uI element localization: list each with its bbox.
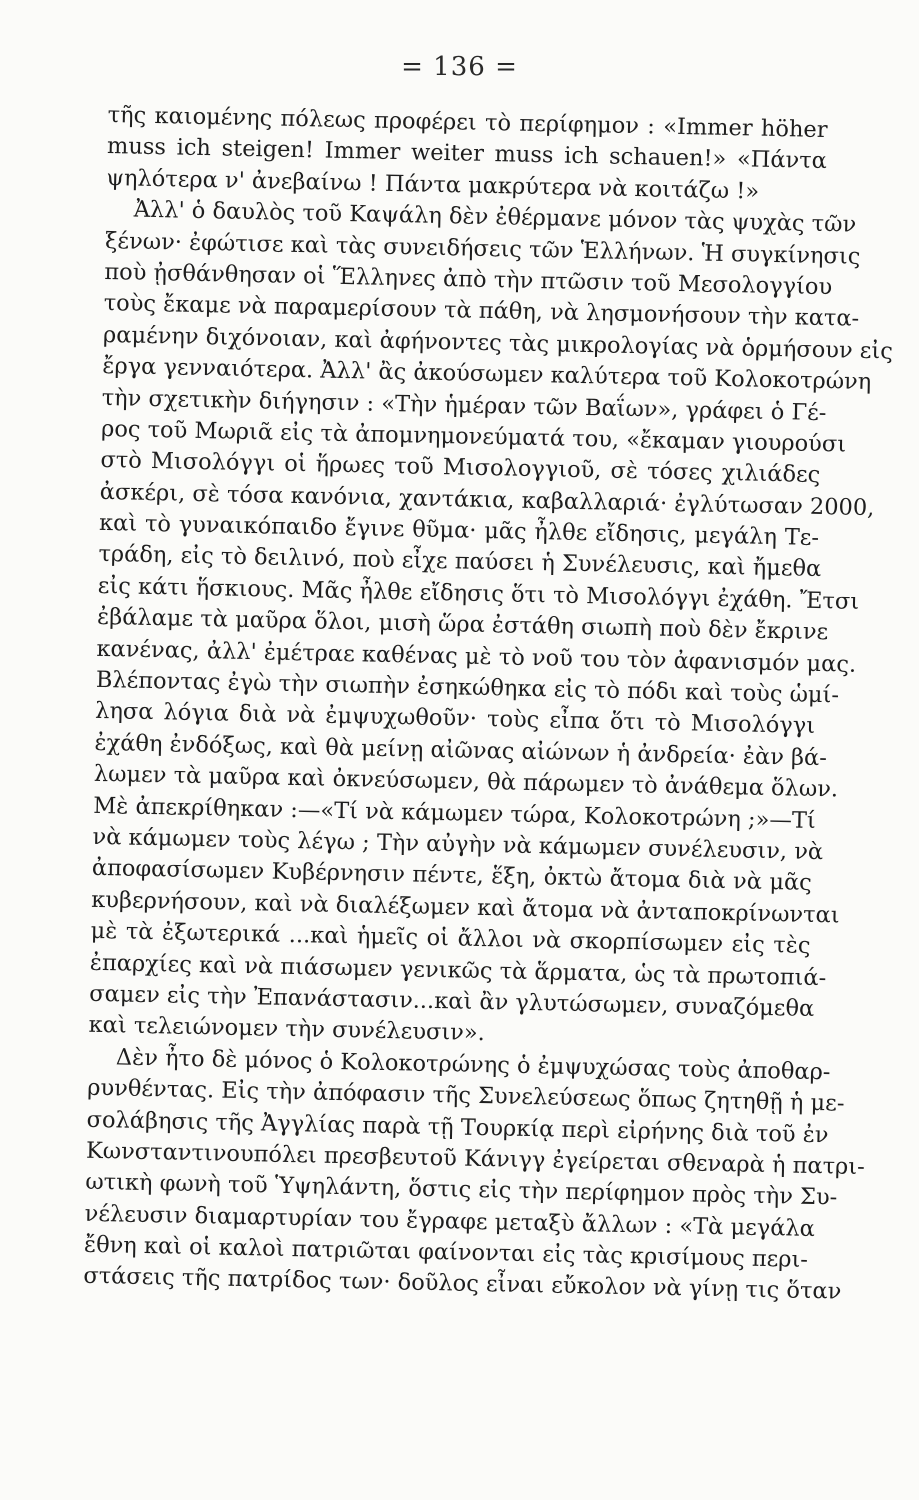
text-line: ἐπαρχίες καὶ νὰ πιάσωμεν γενικῶς τὰ ἅρματα, ὡς τὰ πρωτοπιά- [89,949,827,991]
text-line: τράδη, εἰς τὸ δειλινό, ποὺ εἶχε παύσει ἡ Συνέλευσις, καὶ ἤμεθα [98,541,822,583]
text-line: καὶ τελειώνομεν τὴν συνέλευσιν». [88,1012,486,1047]
text-line: Δὲν ἦτο δὲ μόνος ὁ Κολοκοτρώνης ὁ ἐμψυχώσας τοὺς ἀποθαρ- [115,1044,831,1086]
text-line: εἰς κάτι ἥσκιους. Μᾶς ἦλθε εἴδησις ὅτι τὸ Μισολόγγι ἐχάθη. Ἔτσι [97,572,860,615]
text-line: ἐβάλαμε τὰ μαῦρα ὅλοι, μισὴ ὥρα ἐστάθη σιωπὴ ποὺ δὲν ἔκρινε [96,604,829,646]
text-line: ραμένην διχόνοιαν, καὶ ἀφήνοντες τὰς μικρολογίας νὰ ὁρμήσουν εἰς [102,321,894,365]
text-line: ρος τοῦ Μωριᾶ εἰς τὰ ἀπομνημονεύματά του, «ἔκαμαν γιουρούσι [100,415,847,458]
text-line: ψηλότερα ν' ἀνεβαίνω ! Πάντα μακρύτερα νὰ κοιτάζω !» [106,164,760,205]
body-text [83,100,894,1308]
text-line: Βλέποντας ἐγὼ τὴν σιωπὴν ἐσηκώθηκα εἰς τὸ πόδι καὶ τοὺς ὡμί- [95,666,840,709]
text-line: ποὺ ᾐσθάνθησαν οἱ Ἕλληνες ἀπὸ τὴν πτῶσιν τοῦ Μεσολογγίου [104,258,833,301]
text-line: νέλευσιν διαμαρτυρίαν του ἔγραφε μεταξὺ ἄλλων : «Τὰ μεγάλα [84,1200,816,1242]
text-line: κανένας, ἀλλ' ἐμέτραε καθένας μὲ τὸ νοῦ του τὸν ἀφανισμόν μας. [96,635,857,678]
text-line: ἔργα γενναιότερα. Ἀλλ' ἂς ἀκούσωμεν καλύτερα τοῦ Κολοκοτρώνη [102,353,872,396]
text-line: τῆς καιομένης πόλεως προφέρει τὸ περίφημον : «Immer höher [107,101,828,144]
text-line: ἐχάθη ἐνδόξως, καὶ θὰ μείνῃ αἰῶνας αἰώνων ἡ ἀνδρεία· ἐὰν βά- [94,729,828,772]
text-line: λωμεν τὰ μαῦρα καὶ ὀκνεύσωμεν, θὰ πάρωμεν τὸ ἀνάθεμα ὅλων. [93,761,839,803]
text-line: καὶ τὸ γυναικόπαιδο ἔγινε θῦμα· μᾶς ἦλθε εἴδησις, μεγάλη Τε- [98,509,820,552]
text-line: Κωνσταντινουπόλει πρεσβευτοῦ Κάνιγγ ἐγείρεται σθεναρὰ ἡ πατρι- [85,1137,865,1180]
text-line: ρυνθέντας. Εἰς τὴν ἀπόφασιν τῆς Συνελεύσεως ὅπως ζητηθῇ ἡ με- [87,1074,845,1117]
text-line: σαμεν εἰς τὴν Ἐπανάστασιν...καὶ ἂν γλυτώσωμεν, συναζόμεθα [89,980,815,1022]
text-line: τοὺς ἔκαμε νὰ παραμερίσουν τὰ πάθη, νὰ λησμονήσουν τὴν κατα- [103,290,860,333]
text-line: ἀσκέρι, σὲ τόσα κανόνια, χαντάκια, καβαλλαριά· ἐγλύτωσαν 2000, [99,478,875,521]
text-line: ἀποφασίσωμεν Κυβέρνησιν πέντε, ἕξη, ὀκτὼ ἄτομα διὰ νὰ μᾶς [91,855,813,897]
text-line: στάσεις τῆς πατρίδος των· δοῦλος εἶναι εὔκολον νὰ γίνῃ τις ὅταν [83,1263,842,1306]
text-line: ξένων· ἐφώτισε καὶ τὰς συνειδήσεις τῶν Ἑλλήνων. Ἡ συγκίνησις [104,227,861,270]
text-line: κυβερνήσουν, καὶ νὰ διαλέξωμεν καὶ ἄτομα νὰ ἀνταποκρίνωνται [90,886,840,929]
text-line: τὴν σχετικὴν διήγησιν : «Τὴν ἡμέραν τῶν Βαΐων», γράφει ὁ Γέ- [101,384,827,426]
text-line: λησα λόγια διὰ νὰ ἐμψυχωθοῦν· τοὺς εἶπα ὅτι τὸ Μισολόγγι [94,698,816,740]
text-line: σολάβησις τῆς Ἀγγλίας παρὰ τῇ Τουρκίᾳ περὶ εἰρήνης διὰ τοῦ ἐν [86,1106,829,1148]
text-line: νὰ κάμωμεν τοὺς λέγω ; Τὴν αὐγὴν νὰ κάμωμεν συνέλευσιν, νὰ [92,823,824,866]
text-line: Ἀλλ' ὁ δαυλὸς τοῦ Καψάλη δὲν ἐθέρμανε μόνον τὰς ψυχὰς τῶν [133,196,857,238]
text-line: ωτικὴ φωνὴ τοῦ Ὑψηλάντη, ὅστις εἰς τὴν περίφημον πρὸς τὴν Συ- [85,1169,838,1211]
page-number: = 136 = [401,52,518,82]
text-line: muss ich steigen! Immer weiter muss ich schauen!» «Πάντα [106,133,828,175]
text-line: Μὲ ἀπεκρίθηκαν :—«Τί νὰ κάμωμεν τώρα, Κολοκοτρώνη ;»—Τί [92,792,816,834]
text-line: μὲ τὰ ἐξωτερικά ...καὶ ἡμεῖς οἱ ἄλλοι νὰ σκορπίσωμεν εἰς τὲς [90,917,811,960]
text-line: στὸ Μισολόγγι οἱ ἥρωες τοῦ Μισολογγιοῦ, σὲ τόσες χιλιάδες [100,447,821,489]
text-line: ἔθνη καὶ οἱ καλοὶ πατριῶται φαίνονται εἰς τὰς κρισίμους περι- [83,1231,809,1273]
